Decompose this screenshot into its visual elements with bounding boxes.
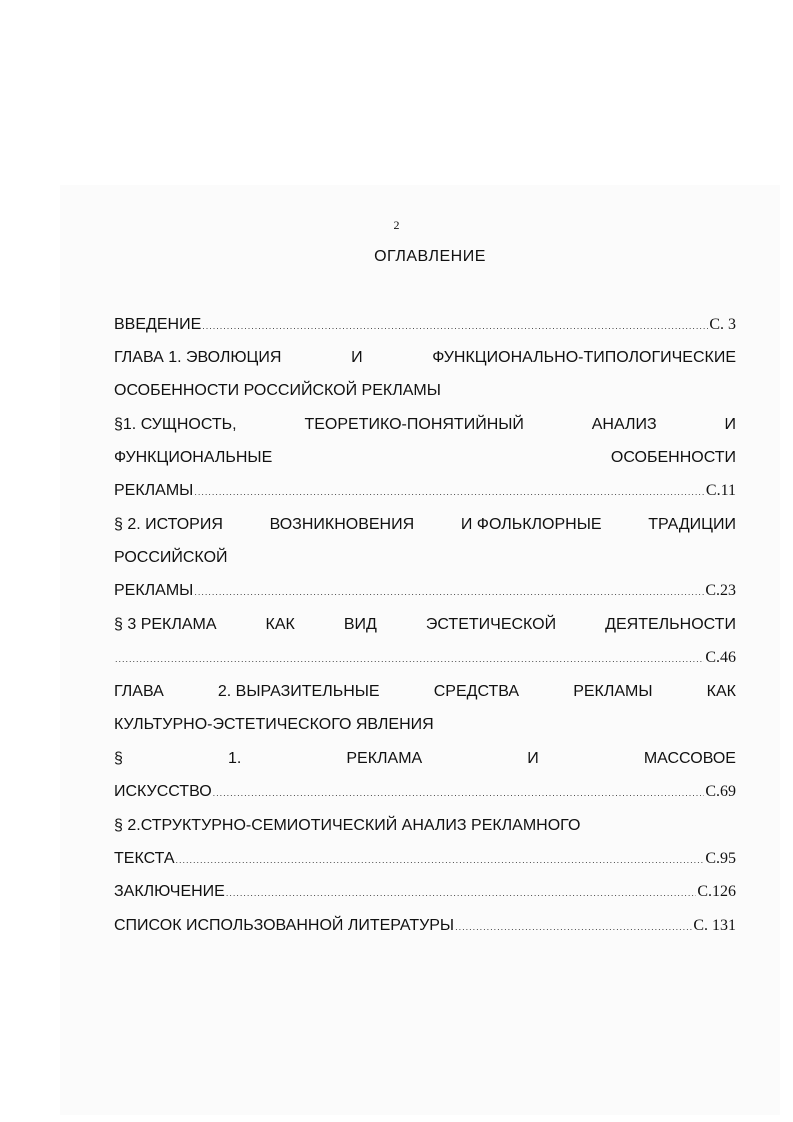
toc-word: РЕКЛАМЫ — [573, 683, 653, 700]
toc-section1-2-entry[interactable] — [114, 580, 736, 602]
toc-section1-1-line2[interactable] — [114, 447, 736, 469]
toc-word: РЕКЛАМА — [346, 750, 423, 767]
toc-entry-page: С.69 — [705, 783, 736, 800]
toc-section1-2-line2[interactable]: РОССИЙСКОЙ — [114, 549, 228, 566]
toc-section1-1-entry[interactable] — [114, 480, 736, 502]
dot-leader — [194, 581, 704, 603]
toc-word: И ФОЛЬКЛОРНЫЕ — [460, 516, 602, 533]
toc-entry-label: ТЕКСТА — [114, 850, 175, 867]
toc-entry-page: С. 131 — [693, 917, 736, 934]
toc-word: ГЛАВА — [114, 683, 164, 700]
toc-word: ДЕЯТЕЛЬНОСТИ — [605, 616, 736, 633]
toc-word: ФУНКЦИОНАЛЬНО-ТИПОЛОГИЧЕСКИЕ — [432, 349, 736, 366]
toc-word: ВИД — [343, 616, 377, 633]
toc-entry-label: ИСКУССТВО — [114, 783, 212, 800]
toc-entry-page: С.95 — [705, 850, 736, 867]
toc-word: КАК — [706, 683, 736, 700]
toc-word: СРЕДСТВА — [433, 683, 520, 700]
toc-word: 2. ВЫРАЗИТЕЛЬНЫЕ — [217, 683, 380, 700]
dot-leader — [455, 916, 692, 938]
toc-section2-2-line1[interactable]: § 2.СТРУКТУРНО-СЕМИОТИЧЕСКИЙ АНАЛИЗ РЕКЛАМНОГО — [114, 817, 581, 834]
toc-entry-intro[interactable] — [114, 314, 736, 336]
dot-leader — [194, 481, 705, 503]
toc-entry-label: РЕКЛАМЫ — [114, 582, 194, 599]
toc-entry-page: С.46 — [705, 649, 736, 666]
toc-word: § — [114, 750, 123, 767]
toc-word: И — [724, 416, 736, 433]
page-title: ОГЛАВЛЕНИЕ — [374, 248, 486, 265]
toc-entry-bibliography[interactable] — [114, 915, 736, 937]
toc-chapter1-line2[interactable]: ОСОБЕННОСТИ РОССИЙСКОЙ РЕКЛАМЫ — [114, 382, 441, 399]
toc-section2-2-entry[interactable] — [114, 848, 736, 870]
toc-section1-1-line1[interactable] — [114, 414, 736, 436]
toc-word: ЭСТЕТИЧЕСКОЙ — [425, 616, 557, 633]
dot-leader — [176, 849, 705, 871]
page-number: 2 — [393, 218, 400, 232]
toc-section1-2-line1[interactable] — [114, 514, 736, 536]
toc-entry-page: С. 3 — [709, 316, 736, 333]
toc-word: §1. СУЩНОСТЬ, — [114, 416, 237, 433]
toc-entry-label: РЕКЛАМЫ — [114, 482, 194, 499]
toc-chapter2-line1[interactable] — [114, 681, 736, 703]
toc-section1-3-entry[interactable] — [114, 647, 736, 669]
dot-leader — [202, 315, 708, 337]
toc-word: ТЕОРЕТИКО-ПОНЯТИЙНЫЙ — [304, 416, 524, 433]
toc-section2-1-entry[interactable] — [114, 781, 736, 803]
toc-word: § 3 РЕКЛАМА — [114, 616, 217, 633]
toc-word: ОСОБЕННОСТИ — [610, 449, 736, 466]
toc-word: АНАЛИЗ — [591, 416, 657, 433]
toc-entry-page: С.11 — [705, 482, 736, 499]
toc-word: ВОЗНИКНОВЕНИЯ — [269, 516, 415, 533]
dot-leader — [213, 782, 705, 804]
toc-entry-page: С.23 — [705, 582, 736, 599]
toc-word: ФУНКЦИОНАЛЬНЫЕ — [114, 449, 273, 466]
toc-word: ТРАДИЦИИ — [648, 516, 736, 533]
toc-word: МАССОВОЕ — [643, 750, 736, 767]
dot-leader — [115, 648, 704, 670]
toc-entry-label: ЗАКЛЮЧЕНИЕ — [114, 883, 225, 900]
toc-section1-3-line1[interactable] — [114, 614, 736, 636]
toc-word: 1. — [227, 750, 242, 767]
toc-chapter2-line2[interactable]: КУЛЬТУРНО-ЭСТЕТИЧЕСКОГО ЯВЛЕНИЯ — [114, 716, 434, 733]
dot-leader — [226, 882, 696, 904]
toc-word: ГЛАВА 1. ЭВОЛЮЦИЯ — [114, 349, 282, 366]
toc-word: И — [527, 750, 539, 767]
toc-entry-label: СПИСОК ИСПОЛЬЗОВАННОЙ ЛИТЕРАТУРЫ — [114, 917, 455, 934]
toc-word: § 2. ИСТОРИЯ — [114, 516, 223, 533]
toc-chapter1-line1[interactable] — [114, 347, 736, 369]
toc-entry-label: ВВЕДЕНИЕ — [114, 316, 202, 333]
toc-entry-page: С.126 — [697, 883, 736, 900]
toc-word: КАК — [265, 616, 295, 633]
toc-section2-1-line1[interactable] — [114, 748, 736, 770]
toc-entry-conclusion[interactable] — [114, 881, 736, 903]
toc-word: И — [351, 349, 363, 366]
